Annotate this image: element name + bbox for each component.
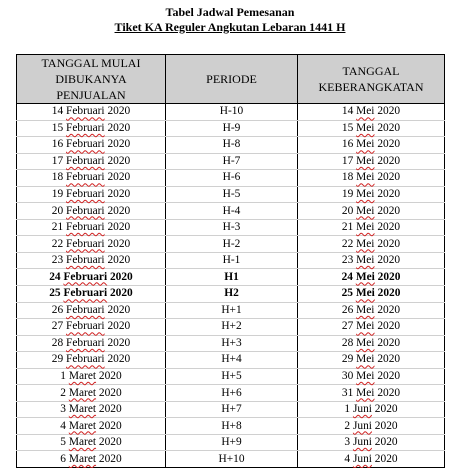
spellcheck-underline: Mei: [356, 370, 375, 383]
table-row: [17, 319, 445, 336]
spellcheck-underline: Mei: [356, 121, 375, 134]
table-row: [17, 352, 445, 369]
departure-cell: 30 Mei 2020: [298, 368, 445, 385]
table-row: [17, 252, 445, 269]
spellcheck-underline: Februari: [66, 303, 105, 316]
departure-cell: 19 Mei 2020: [298, 186, 445, 203]
sale-date-cell: 27 Februari 2020: [17, 319, 166, 336]
period-cell: H1: [166, 269, 298, 286]
departure-cell: 15 Mei 2020: [298, 120, 445, 137]
spellcheck-underline: Mei: [356, 353, 375, 366]
table-row: [17, 186, 445, 203]
spellcheck-underline: Februari: [66, 188, 105, 200]
spellcheck-underline: Maret: [68, 419, 97, 432]
departure-cell: 14 Mei 2020: [298, 104, 445, 121]
period-cell: H-7: [166, 153, 298, 170]
period-cell: H-4: [166, 203, 298, 220]
table-row: [17, 104, 445, 121]
table-row: [17, 368, 445, 385]
table-header: [17, 55, 445, 104]
spellcheck-underline: Mei: [356, 320, 375, 333]
spellcheck-underline: Mei: [356, 221, 375, 234]
spellcheck-underline: Februari: [66, 254, 105, 267]
spellcheck-underline: Mei: [356, 237, 375, 250]
spellcheck-underline: Februari: [66, 105, 105, 118]
sale-date-cell: 1 Maret 2020: [17, 368, 166, 385]
period-cell: H+3: [166, 335, 298, 352]
sale-date-cell: 16 Februari 2020: [17, 137, 166, 154]
spellcheck-underline: Februari: [66, 121, 105, 134]
sale-date-cell: 14 Februari 2020: [17, 104, 166, 121]
period-cell: H-8: [166, 137, 298, 154]
table-row: [17, 434, 445, 451]
table-row: [17, 286, 445, 303]
spellcheck-underline: Februari: [66, 204, 105, 217]
spellcheck-underline: Mei: [356, 336, 375, 349]
period-cell: H+7: [166, 401, 298, 418]
spellcheck-underline: Juni: [352, 419, 372, 432]
departure-cell: 20 Mei 2020: [298, 203, 445, 220]
departure-cell: 18 Mei 2020: [298, 170, 445, 187]
spellcheck-underline: Februari: [63, 270, 108, 283]
sale-date-cell: 25 Februari 2020: [17, 286, 166, 303]
period-cell: H+10: [166, 451, 298, 468]
table-row: [17, 153, 445, 170]
spellcheck-underline: Mei: [355, 287, 375, 300]
period-cell: H-3: [166, 219, 298, 236]
departure-cell: 23 Mei 2020: [298, 252, 445, 269]
departure-cell: 25 Mei 2020: [298, 286, 445, 303]
sale-date-cell: 23 Februari 2020: [17, 252, 166, 269]
departure-cell: 31 Mei 2020: [298, 385, 445, 402]
sale-date-cell: 15 Februari 2020: [17, 120, 166, 137]
period-cell: H-5: [166, 186, 298, 203]
sale-date-cell: 19 Februari 2020: [17, 186, 166, 203]
table-row: [17, 335, 445, 352]
spellcheck-underline: Februari: [66, 353, 105, 366]
departure-cell: 1 Juni 2020: [298, 401, 445, 418]
spellcheck-underline: Februari: [66, 237, 105, 250]
sale-date-cell: 28 Februari 2020: [17, 335, 166, 352]
table-row: [17, 170, 445, 187]
spellcheck-underline: Mei: [356, 138, 375, 151]
period-cell: H+9: [166, 434, 298, 451]
period-cell: H+4: [166, 352, 298, 369]
schedule-table: [16, 54, 445, 468]
departure-cell: 21 Mei 2020: [298, 219, 445, 236]
spellcheck-underline: Maret: [68, 386, 97, 399]
sale-date-cell: 20 Februari 2020: [17, 203, 166, 220]
spellcheck-underline: Februari: [66, 320, 105, 333]
departure-cell: 27 Mei 2020: [298, 319, 445, 336]
sale-date-cell: 29 Februari 2020: [17, 352, 166, 369]
table-row: [17, 120, 445, 137]
spellcheck-underline: Mei: [356, 171, 375, 184]
sale-date-cell: 4 Maret 2020: [17, 418, 166, 435]
sale-date-cell: 6 Maret 2020: [17, 451, 166, 468]
period-cell: H+2: [166, 319, 298, 336]
departure-cell: 17 Mei 2020: [298, 153, 445, 170]
spellcheck-underline: Februari: [66, 138, 105, 151]
period-cell: H2: [166, 286, 298, 303]
departure-cell: 29 Mei 2020: [298, 352, 445, 369]
spellcheck-underline: Mei: [356, 303, 375, 316]
period-cell: H-10: [166, 104, 298, 121]
spellcheck-underline: Maret: [68, 403, 97, 416]
header-departure: TANGGAL KEBERANGKATAN: [298, 55, 445, 104]
table-row: [17, 451, 445, 468]
period-cell: H+6: [166, 385, 298, 402]
spellcheck-underline: Februari: [66, 154, 105, 167]
spellcheck-underline: Mei: [356, 204, 375, 217]
table-row: [17, 401, 445, 418]
sale-date-cell: 22 Februari 2020: [17, 236, 166, 253]
period-cell: H+8: [166, 418, 298, 435]
spellcheck-underline: Maret: [68, 452, 97, 465]
table-row: [17, 418, 445, 435]
document-title: [0, 0, 460, 35]
spellcheck-underline: Mei: [356, 254, 375, 267]
sale-date-cell: 18 Februari 2020: [17, 170, 166, 187]
departure-cell: 26 Mei 2020: [298, 302, 445, 319]
spellcheck-underline: Februari: [66, 221, 105, 234]
departure-cell: 22 Mei 2020: [298, 236, 445, 253]
header-period: PERIODE: [166, 55, 298, 104]
period-cell: H-1: [166, 252, 298, 269]
table-row: [17, 236, 445, 253]
table-row: [17, 385, 445, 402]
spellcheck-underline: Februari: [66, 171, 105, 184]
spellcheck-underline: Maret: [68, 436, 97, 449]
spellcheck-underline: Maret: [68, 370, 97, 383]
table-row: [17, 137, 445, 154]
header-row: [17, 55, 445, 104]
table-row: [17, 219, 445, 236]
departure-cell: 3 Juni 2020: [298, 434, 445, 451]
table-body: [17, 104, 445, 468]
title-line-1: Tabel Jadwal Pemesanan: [165, 5, 295, 19]
sale-date-cell: 26 Februari 2020: [17, 302, 166, 319]
table-row: [17, 302, 445, 319]
departure-cell: 2 Juni 2020: [298, 418, 445, 435]
period-cell: H-9: [166, 120, 298, 137]
departure-cell: 24 Mei 2020: [298, 269, 445, 286]
spellcheck-underline: Mei: [356, 154, 375, 167]
period-cell: H+5: [166, 368, 298, 385]
spellcheck-underline: Februari: [63, 287, 108, 300]
spellcheck-underline: Juni: [352, 452, 372, 465]
table-row: [17, 269, 445, 286]
sale-date-cell: 24 Februari 2020: [17, 269, 166, 286]
departure-cell: 28 Mei 2020: [298, 335, 445, 352]
spellcheck-underline: Juni: [352, 403, 372, 416]
period-cell: H+1: [166, 302, 298, 319]
period-cell: H-2: [166, 236, 298, 253]
period-cell: H-6: [166, 170, 298, 187]
sale-date-cell: 21 Februari 2020: [17, 219, 166, 236]
header-sale-date: TANGGAL MULAI DIBUKANYA PENJUALAN: [17, 55, 166, 104]
sale-date-cell: 17 Februari 2020: [17, 153, 166, 170]
table-row: [17, 203, 445, 220]
departure-cell: 16 Mei 2020: [298, 137, 445, 154]
departure-cell: 4 Juni 2020: [298, 451, 445, 468]
sale-date-cell: 2 Maret 2020: [17, 385, 166, 402]
spellcheck-underline: Mei: [356, 386, 375, 399]
spellcheck-underline: Februari: [66, 336, 105, 349]
title-line-2: Tiket KA Reguler Angkutan Lebaran 1441 H: [114, 20, 346, 34]
sale-date-cell: 3 Maret 2020: [17, 401, 166, 418]
sale-date-cell: 5 Maret 2020: [17, 434, 166, 451]
spellcheck-underline: Mei: [356, 188, 375, 200]
spellcheck-underline: Mei: [356, 105, 375, 118]
spellcheck-underline: Mei: [355, 270, 375, 283]
spellcheck-underline: Juni: [352, 436, 372, 449]
